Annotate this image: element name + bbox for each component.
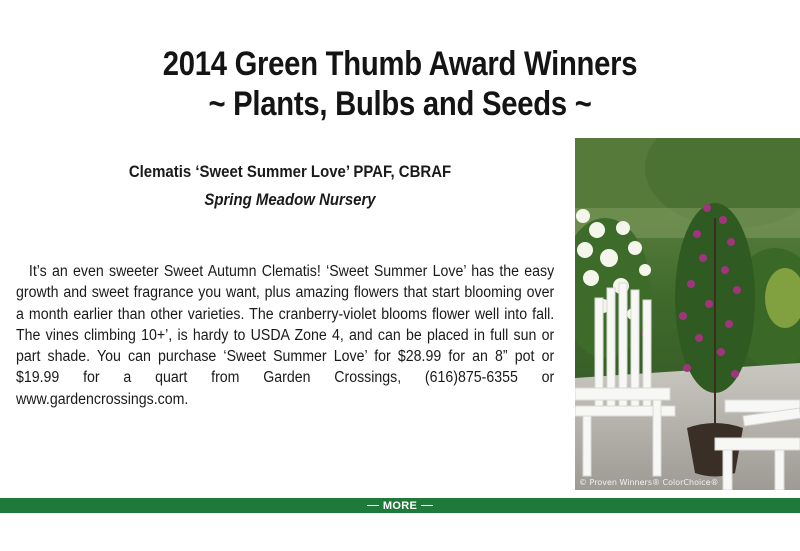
title-line-1: 2014 Green Thumb Award Winners <box>162 45 638 83</box>
nursery-name: Spring Meadow Nursery <box>204 190 376 209</box>
dash-left-icon <box>367 505 379 506</box>
more-button[interactable] <box>0 498 800 513</box>
title-line-2: ~ Plants, Bulbs and Seeds ~ <box>208 85 592 123</box>
plant-name: Clematis ‘Sweet Summer Love’ PPAF, CBRAF <box>128 162 452 181</box>
dash-right-icon <box>421 505 433 506</box>
more-label: MORE <box>382 499 418 512</box>
photo-credit: © Proven Winners® ColorChoice® <box>579 478 719 487</box>
plant-description: It’s an even sweeter Sweet Autumn Clematis! ‘Sweet Summer Love’ has the easy growth and sweet fragrance you want, plus amazing flowers that start blooming over a month earlier than other varieties. The cranberry-violet blooms flower well into fall. The vines climbing 10+’, is hardy to USDA Zone 4, and can be placed in full sun or part shade. You can purchase ‘Sweet Summer Love’ for $28.99 for an 8” pot or $19.99 for a quart from Garden Crossings, (616)875-6355 or www.gardencrossings.com. <box>16 263 555 408</box>
garden-photo-illustration <box>575 138 800 490</box>
plant-photo <box>575 138 800 490</box>
page-title <box>56 44 744 124</box>
